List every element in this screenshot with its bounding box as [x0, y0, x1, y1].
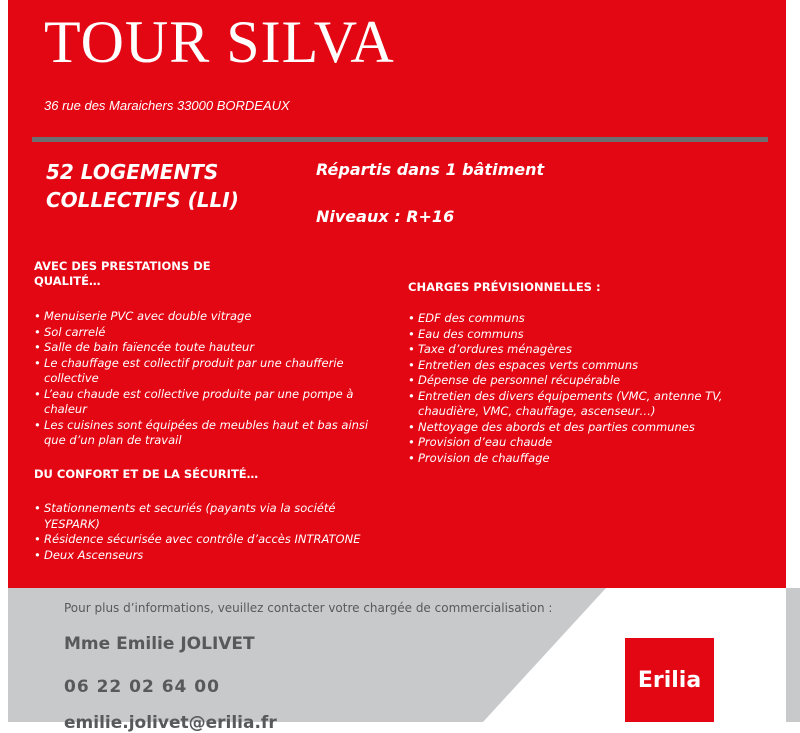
charge-item: • Provision de chauffage [408, 451, 728, 467]
prestations-list [34, 309, 384, 449]
prestation-item: • Menuiserie PVC avec double vitrage [34, 309, 384, 325]
contact-email[interactable]: emilie.jolivet@erilia.fr [64, 713, 277, 733]
confort-heading: DU CONFORT ET DE LA SÉCURITÉ… [34, 467, 259, 481]
charges-heading: CHARGES PRÉVISIONNELLES : [408, 280, 601, 294]
logements-count: 52 LOGEMENTS COLLECTIFS (LLI) [46, 160, 239, 212]
prestation-item: • Le chauffage est collectif produit par une chaufferie collective [34, 356, 384, 387]
confort-item: • Résidence sécurisée avec contrôle d’accès INTRATONE [34, 532, 374, 548]
prestation-item: • Les cuisines sont équipées de meubles haut et bas ainsi que d’un plan de travail [34, 418, 384, 449]
charge-item: • Eau des communs [408, 327, 728, 343]
charge-item: • Nettoyage des abords et des parties communes [408, 420, 728, 436]
address: 36 rue des Maraichers 33000 BORDEAUX [44, 98, 290, 113]
charge-item: • Dépense de personnel récupérable [408, 373, 728, 389]
logo-text: Erilia [637, 668, 702, 693]
confort-list [34, 501, 374, 563]
charge-item: • EDF des communs [408, 311, 728, 327]
charge-item: • Taxe d’ordures ménagères [408, 342, 728, 358]
charges-list [408, 311, 728, 466]
prestation-item: • L’eau chaude est collective produite par une pompe à chaleur [34, 387, 384, 418]
buildings-info: Répartis dans 1 bâtiment [316, 160, 545, 179]
levels-info: Niveaux : R+16 [316, 207, 455, 226]
contact-phone[interactable]: 06 22 02 64 00 [64, 677, 220, 697]
contact-intro: Pour plus d’informations, veuillez contacter votre chargée de commercialisation : [64, 601, 553, 615]
prestations-heading: AVEC DES PRESTATIONS DE QUALITÉ… [34, 259, 211, 288]
charge-item: • Entretien des espaces verts communs [408, 358, 728, 374]
prestation-item: • Sol carrelé [34, 325, 384, 341]
confort-item: • Deux Ascenseurs [34, 548, 374, 564]
prestation-item: • Salle de bain faïencée toute hauteur [34, 340, 384, 356]
page-title: TOUR SILVA [44, 9, 395, 75]
contact-name: Mme Emilie JOLIVET [64, 634, 255, 654]
charge-item: • Entretien des divers équipements (VMC, antenne TV, chaudière, VMC, chauffage, ascenseur…) [408, 389, 728, 420]
charge-item: • Provision d’eau chaude [408, 435, 728, 451]
erilia-logo [625, 638, 714, 722]
confort-item: • Stationnements et securiés (payants via la société YESPARK) [34, 501, 374, 532]
divider-rule [32, 137, 768, 142]
